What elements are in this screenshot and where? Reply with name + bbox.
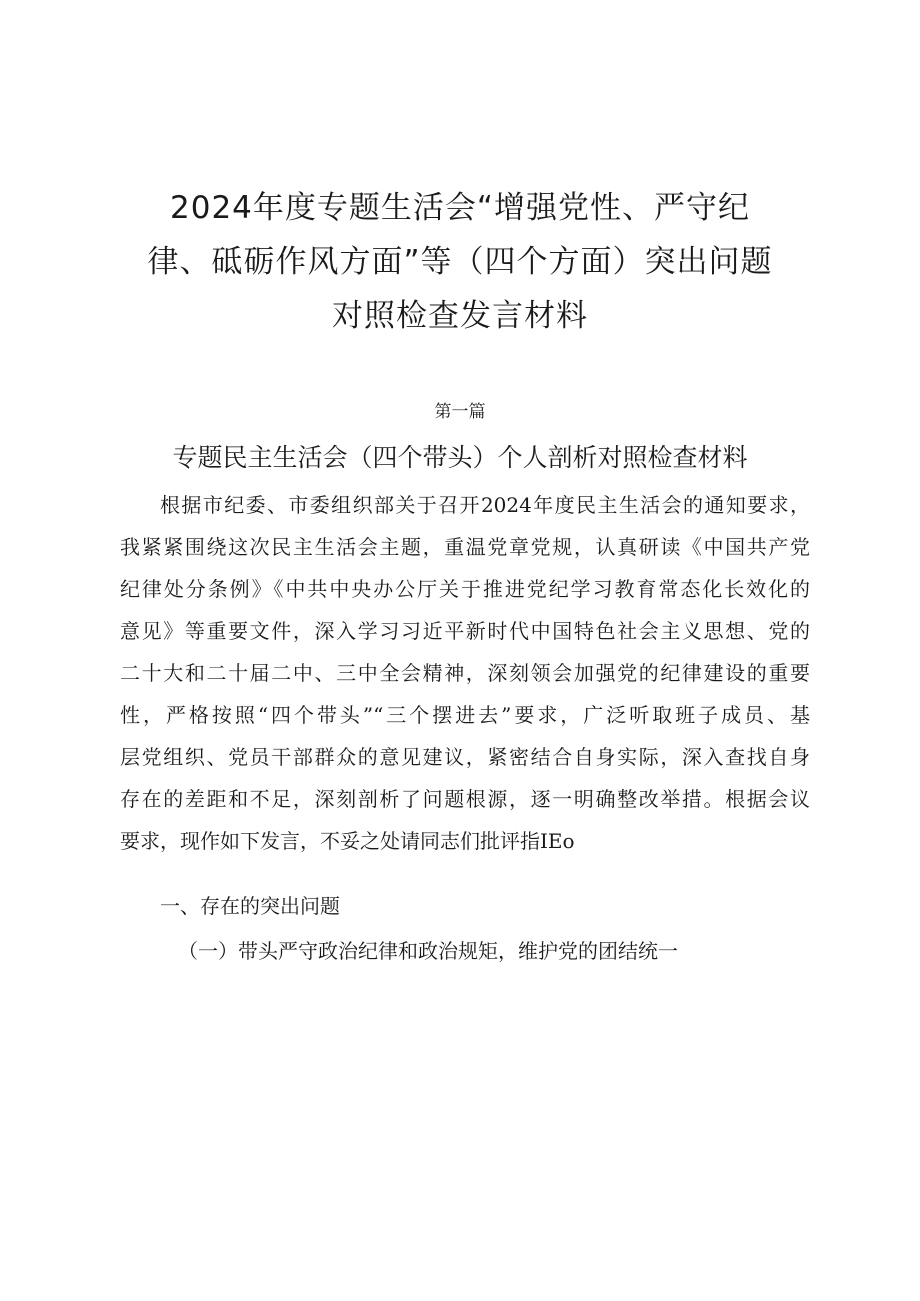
body-line: 存在的差距和不足，深刻剖析了问题根源，逐一明确整改举措。根据会议 [120, 787, 810, 811]
body-line: 二十大和二十届二中、三中全会精神，深刻领会加强党的纪律建设的重要 [120, 661, 810, 685]
title-line-1: 2024年度专题生活会“增强党性、严守纪 [170, 189, 750, 226]
body-line: 层党组织、党员干部群众的意见建议，紧密结合自身实际，深入查找自身 [120, 745, 810, 769]
title-line-2: 律、砥砺作风方面”等（四个方面）突出问题 [147, 243, 773, 280]
body-paragraph [120, 484, 810, 862]
title-line-3: 对照检查发言材料 [332, 297, 588, 334]
article-title: 专题民主生活会（四个带头）个人剖析对照检查材料 [172, 443, 748, 472]
body-line: 纪律处分条例》《中共中央办公厅关于推进党纪学习教育常态化长效化的 [120, 577, 810, 601]
body-line: 要求，现作如下发言，不妥之处请同志们批评指IEo [120, 829, 575, 853]
section-label: 第一篇 [434, 402, 486, 422]
document-title [110, 181, 810, 343]
section-heading-problems: 一、存在的突出问题 [160, 894, 340, 918]
body-line: 我紧紧围绕这次民主生活会主题，重温党章党规，认真研读《中国共产党 [120, 535, 810, 559]
body-line: 意见》等重要文件，深入学习习近平新时代中国特色社会主义思想、党的 [120, 619, 810, 643]
subsection-heading-political-discipline: （一）带头严守政治纪律和政治规矩，维护党的团结统一 [178, 939, 678, 963]
body-line: 根据市纪委、市委组织部关于召开2024年度民主生活会的通知要求， [160, 493, 810, 517]
body-line: 性，严格按照“四个带头”“三个摆进去”要求，广泛听取班子成员、基 [120, 703, 810, 727]
